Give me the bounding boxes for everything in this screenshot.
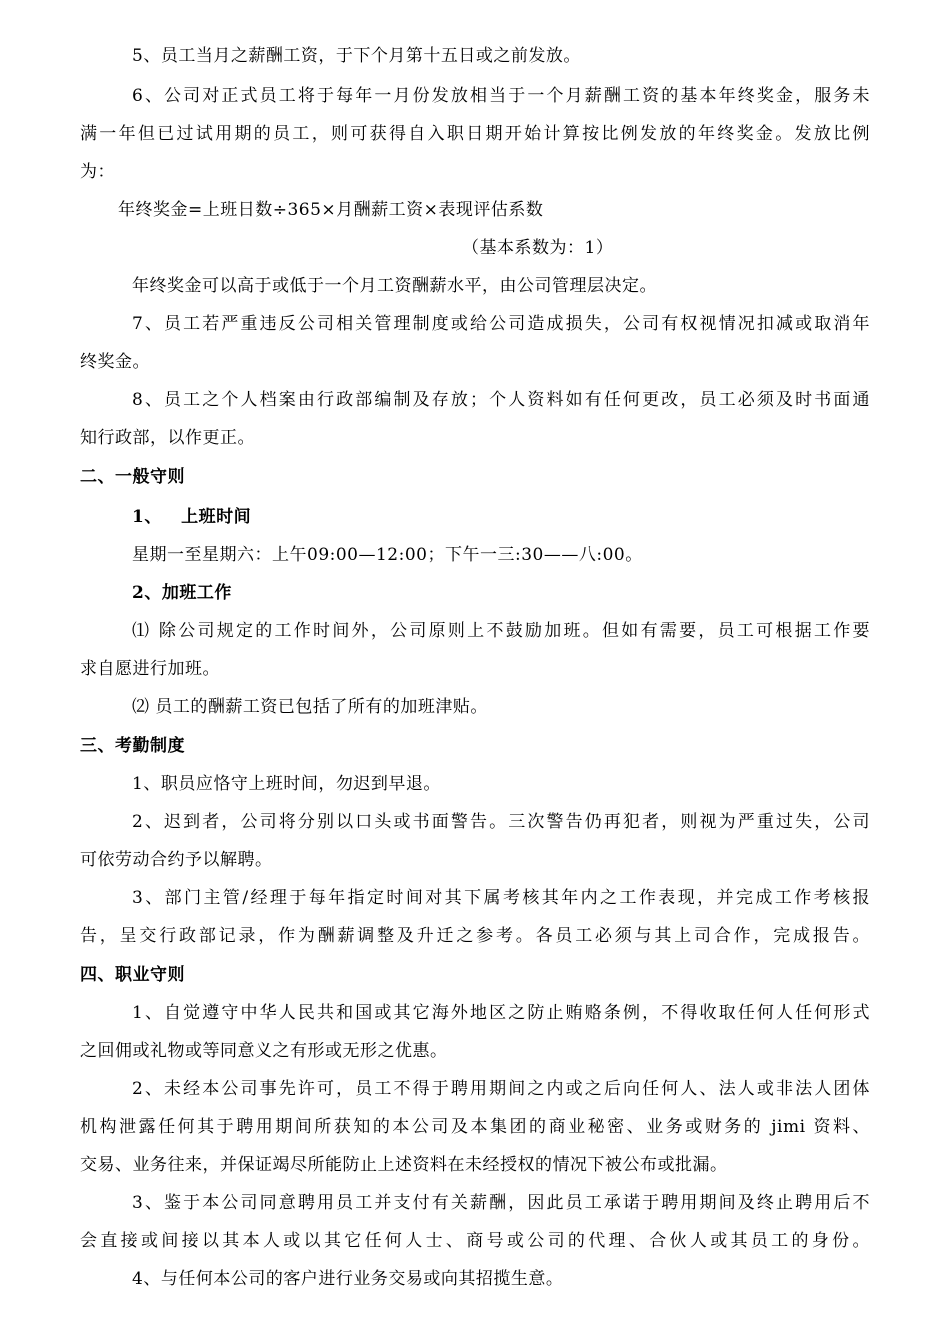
paragraph-line: 求自愿进行加班。: [80, 659, 220, 679]
paragraph-line: 年终奖金可以高于或低于一个月工资酬薪水平，由公司管理层决定。: [132, 276, 657, 296]
paragraph-line: 星期一至星期六：上午09:00—12:00；下午一三:30——八:00。: [132, 545, 643, 565]
section-heading: 三、考勤制度: [80, 736, 185, 756]
paragraph-line: 4、与任何本公司的客户进行业务交易或向其招揽生意。: [132, 1269, 564, 1289]
section-heading: 二、一般守则: [80, 467, 185, 487]
paragraph-line: 可依劳动合约予以解聘。: [80, 850, 273, 870]
paragraph-line: 终奖金。: [80, 352, 150, 372]
paragraph-line: 告，呈交行政部记录，作为酬薪调整及升迁之参考。各员工必须与其上司合作，完成报告。: [80, 926, 870, 946]
paragraph-line: 2、迟到者，公司将分别以口头或书面警告。三次警告仍再犯者，则视为严重过失，公司: [132, 812, 870, 832]
paragraph-line: 5、员工当月之薪酬工资，于下个月第十五日或之前发放。: [132, 46, 581, 66]
paragraph-line: 2、未经本公司事先许可，员工不得于聘用期间之内或之后向任何人、法人或非法人团体: [132, 1079, 870, 1099]
paragraph-line: 1、职员应恪守上班时间，勿迟到早退。: [132, 774, 441, 794]
paragraph-line: ⑵ 员工的酬薪工资已包括了所有的加班津贴。: [132, 697, 488, 717]
paragraph-line: 知行政部，以作更正。: [80, 428, 255, 448]
formula-line: 年终奖金=上班日数÷365×月酬薪工资×表现评估系数: [118, 200, 544, 220]
paragraph-line: 6、公司对正式员工将于每年一月份发放相当于一个月薪酬工资的基本年终奖金，服务未: [132, 86, 870, 106]
paragraph-line: 交易、业务往来，并保证竭尽所能防止上述资料在未经授权的情况下被公布或批漏。: [80, 1155, 728, 1175]
paragraph-line: 为：: [80, 162, 115, 182]
paragraph-line: 3、鉴于本公司同意聘用员工并支付有关薪酬，因此员工承诺于聘用期间及终止聘用后不: [132, 1193, 870, 1213]
paragraph-line: 1、自觉遵守中华人民共和国或其它海外地区之防止贿赂条例，不得收取任何人任何形式: [132, 1003, 870, 1023]
subsection-heading: 2、加班工作: [132, 583, 232, 603]
paragraph-line: 7、员工若严重违反公司相关管理制度或给公司造成损失，公司有权视情况扣减或取消年: [132, 314, 870, 334]
paragraph-line: 会直接或间接以其本人或以其它任何人士、商号或公司的代理、合伙人或其员工的身份。: [80, 1231, 870, 1251]
subsection-heading: 1、 上班时间: [132, 507, 252, 527]
paragraph-line: 满一年但已过试用期的员工，则可获得自入职日期开始计算按比例发放的年终奖金。发放比例: [80, 124, 870, 144]
paragraph-line: 之回佣或礼物或等同意义之有形或无形之优惠。: [80, 1041, 448, 1061]
coefficient-note: （基本系数为：1）: [462, 238, 614, 258]
paragraph-line: 机构泄露任何其于聘用期间所获知的本公司及本集团的商业秘密、业务或财务的 jimi 资料、: [80, 1117, 870, 1137]
paragraph-line: ⑴ 除公司规定的工作时间外，公司原则上不鼓励加班。但如有需要，员工可根据工作要: [132, 621, 870, 641]
section-heading: 四、职业守则: [80, 965, 185, 985]
paragraph-line: 3、部门主管/经理于每年指定时间对其下属考核其年内之工作表现，并完成工作考核报: [132, 888, 870, 908]
paragraph-line: 8、员工之个人档案由行政部编制及存放；个人资料如有任何更改，员工必须及时书面通: [132, 390, 870, 410]
